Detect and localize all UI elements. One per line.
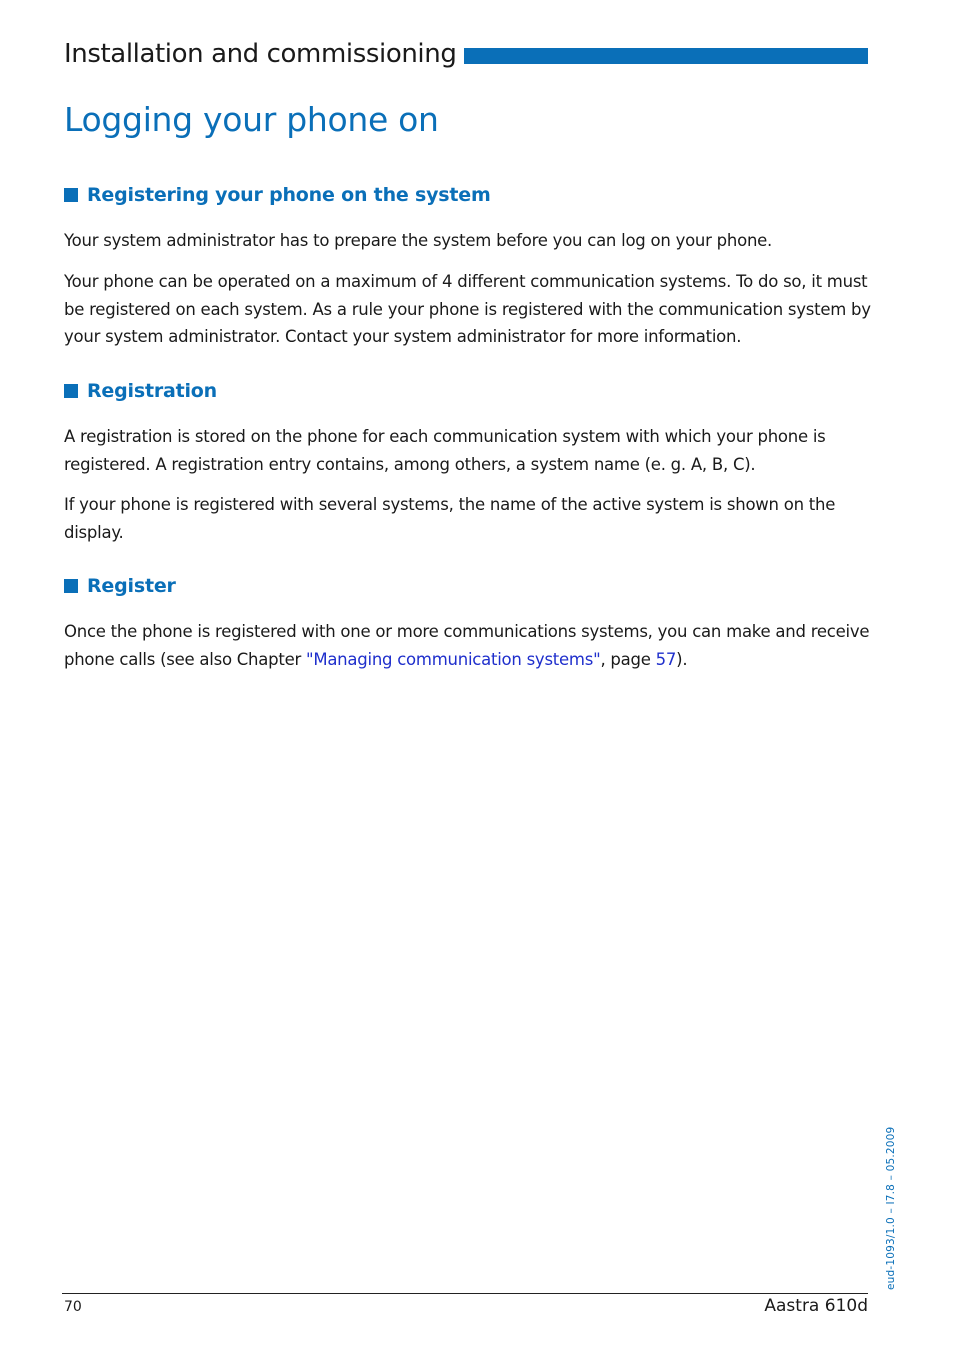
- footer-divider: [62, 1293, 868, 1294]
- page-link[interactable]: 57: [655, 649, 677, 669]
- paragraph-text: , page: [600, 649, 656, 669]
- paragraph: A registration is stored on the phone for each communication system with which your phone is registered. A registration entry contains, among others, a system name (e. g. A, B, C).: [64, 427, 826, 474]
- paragraph: Your phone can be operated on a maximum of 4 different communication systems. To do so, it must be registered on each system. As a rule your phone is registered with the communication system by your system administrator. Contact your system administrator for more information.: [64, 272, 871, 346]
- section-heading-text: Registering your phone on the system: [87, 184, 491, 206]
- page-number: 70: [64, 1299, 82, 1315]
- section-heading-text: Register: [87, 575, 176, 597]
- product-name: Aastra 610d: [764, 1296, 868, 1316]
- section-heading-registering: [64, 184, 491, 206]
- section-heading-register: [64, 575, 176, 597]
- paragraph: Your system administrator has to prepare the system before you can log on your phone.: [64, 231, 773, 250]
- section-heading-registration: [64, 380, 217, 402]
- document-reference: eud-1093/1.0 – I7.8 – 05.2009: [885, 1126, 897, 1290]
- paragraph: If your phone is registered with several systems, the name of the active system is shown on the display.: [64, 495, 836, 542]
- square-bullet-icon: [64, 384, 78, 398]
- paragraph-text: Once the phone is registered with one or more communications systems, you can make and receive phone calls (see also Chapter: [64, 622, 870, 669]
- chapter-link[interactable]: "Managing communication systems": [306, 649, 601, 669]
- chapter-header: [64, 36, 868, 72]
- section-heading-text: Registration: [87, 380, 217, 402]
- page-title: Logging your phone on: [64, 100, 439, 139]
- paragraph-text: ).: [676, 649, 688, 669]
- chapter-title: Installation and commissioning: [64, 39, 457, 69]
- square-bullet-icon: [64, 579, 78, 593]
- chapter-bar: [464, 48, 868, 64]
- paragraph: [64, 618, 872, 673]
- square-bullet-icon: [64, 188, 78, 202]
